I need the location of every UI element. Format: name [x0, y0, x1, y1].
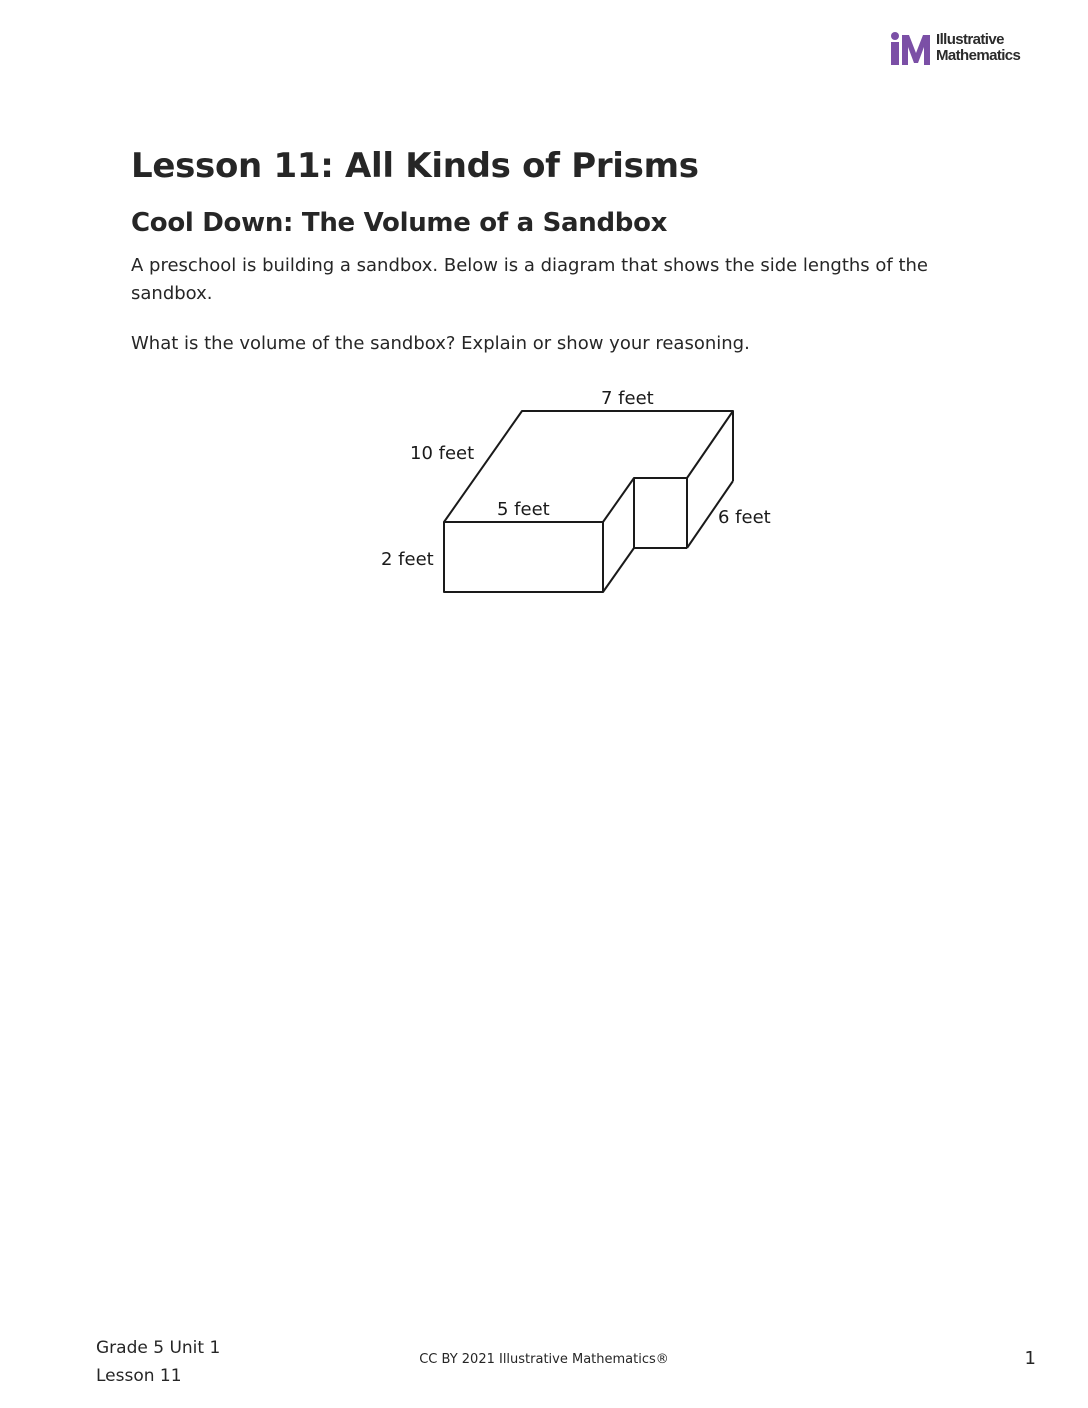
footer-grade-unit: Grade 5 Unit 1 [96, 1338, 221, 1358]
top-face-outline [444, 411, 733, 522]
im-logo-icon [889, 31, 931, 67]
front-face [444, 522, 603, 592]
page-number: 1 [1024, 1348, 1036, 1369]
logo-wordmark [936, 32, 1020, 64]
footer-copyright: CC BY 2021 Illustrative Mathematics® [419, 1352, 669, 1367]
label-front-width: 5 feet [497, 499, 550, 520]
step-bottom-edge [603, 548, 634, 592]
cooldown-title: Cool Down: The Volume of a Sandbox [131, 208, 668, 238]
logo-line-1: Illustrative [936, 31, 1004, 48]
lesson-title: Lesson 11: All Kinds of Prisms [131, 146, 699, 186]
footer-lesson: Lesson 11 [96, 1366, 182, 1386]
prism-edges [444, 411, 733, 592]
intro-paragraph: A preschool is building a sandbox. Below is a diagram that shows the side lengths of the sandbox. [131, 255, 929, 304]
question-paragraph: What is the volume of the sandbox? Explain or show your reasoning. [131, 333, 750, 354]
logo-line-2: Mathematics [936, 47, 1021, 64]
illustrative-mathematics-logo [889, 31, 1039, 67]
label-height: 2 feet [381, 549, 434, 570]
label-right-depth: 6 feet [718, 507, 771, 528]
label-left-depth: 10 feet [410, 443, 475, 464]
label-top-length: 7 feet [601, 388, 654, 409]
sandbox-prism-diagram [370, 380, 790, 610]
